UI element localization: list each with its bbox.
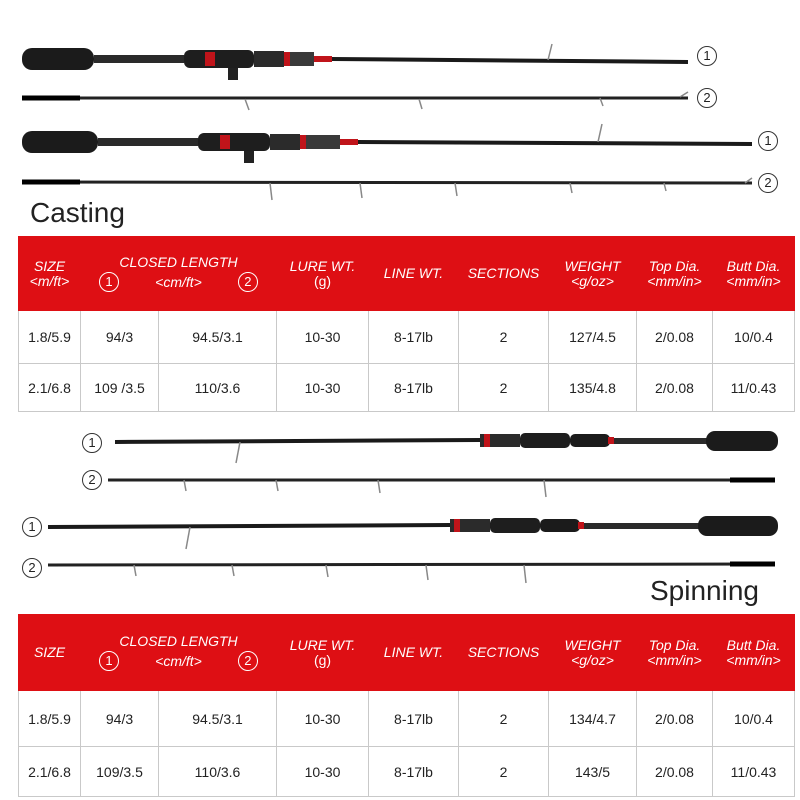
cell-top-dia: 2/0.08 bbox=[637, 311, 713, 364]
cell-closed-2: 94.5/3.1 bbox=[159, 691, 277, 747]
cell-top-dia: 2/0.08 bbox=[637, 364, 713, 412]
header-line: LINE WT. bbox=[369, 237, 459, 311]
cell-line: 8-17lb bbox=[369, 747, 459, 797]
spinning-rod-1-badge: 1 bbox=[82, 433, 102, 453]
spinning-title: Spinning bbox=[650, 575, 759, 606]
casting-rod-2-tip-badge: 2 bbox=[758, 173, 778, 193]
table-row bbox=[19, 364, 795, 412]
cell-weight: 135/4.8 bbox=[549, 364, 637, 412]
cell-sections: 2 bbox=[459, 311, 549, 364]
casting-rod-1-tip-badge: 2 bbox=[697, 88, 717, 108]
cell-lure: 10-30 bbox=[277, 364, 369, 412]
casting-spec-table bbox=[18, 236, 795, 412]
cell-closed-2: 110/3.6 bbox=[159, 364, 277, 412]
casting-rod-2-tip bbox=[22, 178, 752, 200]
spinning-table-header bbox=[19, 615, 795, 691]
casting-rod-1-butt bbox=[22, 44, 688, 80]
header-sections: SECTIONS bbox=[459, 615, 549, 691]
header-size: SIZE bbox=[19, 615, 81, 691]
header-weight: WEIGHT <g/oz> bbox=[549, 237, 637, 311]
header-sections: SECTIONS bbox=[459, 237, 549, 311]
header-closed-length: CLOSED LENGTH 1 <cm/ft> 2 bbox=[81, 615, 277, 691]
table-row bbox=[19, 691, 795, 747]
cell-closed-1: 109/3.5 bbox=[81, 747, 159, 797]
casting-table-header bbox=[19, 237, 795, 311]
cell-butt-dia: 11/0.43 bbox=[713, 747, 795, 797]
cell-line: 8-17lb bbox=[369, 691, 459, 747]
spinning-rod-1-tip-badge: 2 bbox=[82, 470, 102, 490]
casting-rods-illustration bbox=[0, 30, 800, 210]
casting-rod-1-tip bbox=[22, 92, 688, 110]
cell-closed-2: 94.5/3.1 bbox=[159, 311, 277, 364]
header-butt-dia: Butt Dia. <mm/in> bbox=[713, 615, 795, 691]
spinning-spec-table bbox=[18, 614, 795, 797]
spinning-rod-2-butt bbox=[48, 516, 778, 549]
spinning-rod-2-tip-badge: 2 bbox=[22, 558, 42, 578]
header-top-dia: Top Dia. <mm/in> bbox=[637, 237, 713, 311]
cell-line: 8-17lb bbox=[369, 311, 459, 364]
cell-closed-1: 94/3 bbox=[81, 691, 159, 747]
cell-closed-1: 109 /3.5 bbox=[81, 364, 159, 412]
cell-weight: 143/5 bbox=[549, 747, 637, 797]
casting-rod-2-butt bbox=[22, 124, 752, 163]
cell-sections: 2 bbox=[459, 691, 549, 747]
table-row bbox=[19, 747, 795, 797]
cell-sections: 2 bbox=[459, 747, 549, 797]
cell-size: 2.1/6.8 bbox=[19, 747, 81, 797]
cell-butt-dia: 10/0.4 bbox=[713, 691, 795, 747]
header-weight: WEIGHT <g/oz> bbox=[549, 615, 637, 691]
cell-line: 8-17lb bbox=[369, 364, 459, 412]
cell-size: 1.8/5.9 bbox=[19, 311, 81, 364]
cell-closed-2: 110/3.6 bbox=[159, 747, 277, 797]
casting-rod-1-badge: 1 bbox=[697, 46, 717, 66]
table-row bbox=[19, 311, 795, 364]
header-top-dia: Top Dia. <mm/in> bbox=[637, 615, 713, 691]
cell-butt-dia: 11/0.43 bbox=[713, 364, 795, 412]
spinning-rods-illustration bbox=[0, 425, 800, 585]
cell-butt-dia: 10/0.4 bbox=[713, 311, 795, 364]
cell-top-dia: 2/0.08 bbox=[637, 747, 713, 797]
header-butt-dia: Butt Dia. <mm/in> bbox=[713, 237, 795, 311]
circle-1-icon: 1 bbox=[99, 651, 119, 671]
header-size: SIZE <m/ft> bbox=[19, 237, 81, 311]
cell-top-dia: 2/0.08 bbox=[637, 691, 713, 747]
header-lure: LURE WT. (g) bbox=[277, 237, 369, 311]
cell-lure: 10-30 bbox=[277, 311, 369, 364]
cell-sections: 2 bbox=[459, 364, 549, 412]
circle-1-icon: 1 bbox=[99, 272, 119, 292]
spinning-rod-1-tip bbox=[108, 480, 775, 497]
cell-size: 2.1/6.8 bbox=[19, 364, 81, 412]
header-line: LINE WT. bbox=[369, 615, 459, 691]
circle-2-icon: 2 bbox=[238, 272, 258, 292]
cell-weight: 134/4.7 bbox=[549, 691, 637, 747]
circle-2-icon: 2 bbox=[238, 651, 258, 671]
cell-lure: 10-30 bbox=[277, 691, 369, 747]
cell-size: 1.8/5.9 bbox=[19, 691, 81, 747]
spinning-rod-1-butt bbox=[115, 431, 778, 463]
casting-rod-2-badge: 1 bbox=[758, 131, 778, 151]
spinning-rod-2-badge: 1 bbox=[22, 517, 42, 537]
cell-weight: 127/4.5 bbox=[549, 311, 637, 364]
header-lure: LURE WT. (g) bbox=[277, 615, 369, 691]
cell-lure: 10-30 bbox=[277, 747, 369, 797]
cell-closed-1: 94/3 bbox=[81, 311, 159, 364]
header-closed-length: CLOSED LENGTH 1 <cm/ft> 2 bbox=[81, 237, 277, 311]
casting-title: Casting bbox=[30, 197, 125, 228]
